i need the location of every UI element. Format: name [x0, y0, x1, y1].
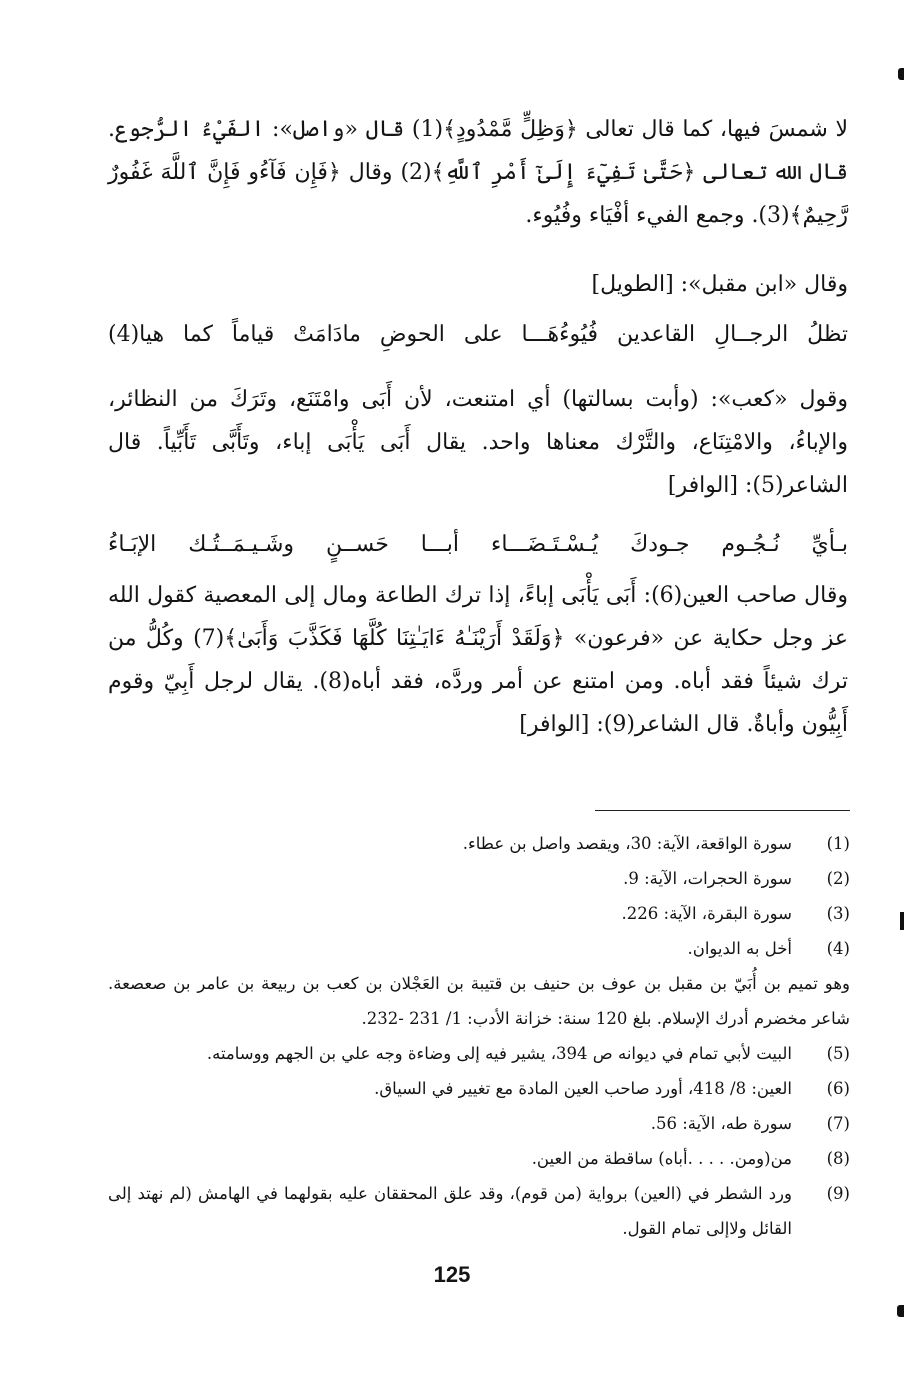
footnote-number: (3) — [826, 904, 850, 923]
footnote-number: (6) — [826, 1079, 850, 1098]
footnote-item — [108, 1141, 850, 1176]
paragraph-text: لا شمسَ فيها، كما قال تعالى ﴿وَظِلٍّ مَّمْدُودٍ﴾(1) قال «واصل»: الفَيْءُ الرُّجوع. قال الله تعالى ﴿حَتَّىٰ تَفِيٓءَ إِلَىٰٓ أَمْرِ ٱللَّهِ﴾(2) وقال ﴿فَإِن فَآءُو فَإِنَّ ٱللَّهَ غَفُورٌ رَّحِيمٌ﴾(3). وجمع الفيء أفْيَاء وفُيُوء. — [108, 117, 848, 228]
footnote-item — [108, 1071, 850, 1106]
footnote-number: (7) — [826, 1114, 850, 1133]
footnote-text: سورة الواقعة، الآية: 30، ويقصد واصل بن عطاء. — [462, 834, 792, 853]
page-number: 125 — [433, 1262, 471, 1287]
footnote-item — [108, 1106, 850, 1141]
poetry-verse-1 — [108, 313, 848, 356]
paragraph-text: وقول «كعب»: (وأبت بسالتها) أي امتنعت، لأن أَبَى وامْتَنَع، وتَرَكَ من النظائر، والإباءُ، والامْتِنَاع، والتَّرْك معناها واحد. يقال أَبَى يَأْبَى إباء، وتَأَبَّى تَأَبِّياً. قال الشاعر(5): [الوافر] — [108, 387, 848, 498]
verse-text: بـأيِّ نُـجُـوم جـودكَ يُـسْـتَـضَـــاء أبـــا حَســنٍ وشَـيـمَــتُـك الإبَـاءُ — [108, 532, 848, 557]
footnote-divider — [595, 810, 850, 811]
footnote-text: سورة طه، الآية: 56. — [650, 1114, 792, 1133]
footnote-text: العين: 8/ 418، أورد صاحب العين المادة مع تغيير في السياق. — [374, 1079, 792, 1098]
main-paragraph-2 — [108, 378, 848, 507]
footnote-number: (4) — [826, 939, 850, 958]
footnote-text: وهو تميم بن أُبَيّ بن مقبل بن عوف بن حنيف بن قتيبة بن العَجْلان بن كعب بن ربيعة بن عامر بن صعصعة. شاعر مخضرم أدرك الإسلام. بلغ 120 سنة: خزانة الأدب: 1/ 231 -232. — [108, 974, 850, 1028]
footnote-text: سورة البقرة، الآية: 226. — [621, 904, 792, 923]
footnote-item — [108, 896, 850, 931]
main-paragraph-3 — [108, 574, 848, 746]
footnote-text: من(ومن. . . . .أباه) ساقطة من العين. — [531, 1149, 792, 1168]
main-paragraph-1 — [108, 108, 848, 237]
footnote-text: أخل به الديوان. — [687, 939, 792, 958]
footnote-number: (2) — [826, 869, 850, 888]
scan-margin-mark — [900, 912, 904, 930]
footnote-item — [108, 861, 850, 896]
scan-margin-mark — [897, 1305, 904, 1317]
footnote-continuation — [108, 966, 850, 1036]
footnote-number: (5) — [826, 1044, 850, 1063]
footnote-text: ورد الشطر في (العين) برواية (من قوم)، وقد علق المحققان عليه بقولهما في الهامش (لم نهتد إلى القائل ولاإلى تمام القول. — [108, 1184, 792, 1238]
poetry-verse-2 — [108, 523, 848, 566]
footnotes-section — [108, 826, 850, 1246]
scan-margin-mark — [898, 68, 904, 80]
footnote-item — [108, 826, 850, 861]
poetry-meter-line-1 — [108, 263, 848, 306]
footnote-item — [108, 931, 850, 966]
footnote-text: سورة الحجرات، الآية: 9. — [623, 869, 792, 888]
footnote-number: (8) — [826, 1149, 850, 1168]
footnote-number: (9) — [826, 1184, 850, 1203]
meter-text: وقال «ابن مقبل»: [الطويل] — [591, 272, 848, 297]
footnote-number: (1) — [826, 834, 850, 853]
footnote-text: البيت لأبي تمام في ديوانه ص 394، يشير فيه إلى وضاءة وجه علي بن الجهم ووسامته. — [206, 1044, 792, 1063]
footnote-item — [108, 1176, 850, 1246]
verse-text: تظلُ الرجــالِ القاعدين فُيُوءُهَـــا على الحوضِ مادَامَتْ قياماً كما هيا(4) — [108, 322, 848, 347]
footnote-item — [108, 1036, 850, 1071]
paragraph-text: وقال صاحب العين(6): أَبَى يَأْبَى إباءً، إذا ترك الطاعة ومال إلى المعصية كقول الله عز وجل حكاية عن «فرعون» ﴿وَلَقَدْ أَرَيْنَـٰهُ ءَايَـٰتِنَا كُلَّهَا فَكَذَّبَ وَأَبَىٰ﴾(7) وكُلُّ من ترك شيئاً فقد أباه. ومن امتنع عن أمر وردَّه، فقد أباه(8). يقال لرجل أَبِيّ وقوم أَبِيُّون وأباةٌ. قال الشاعر(9): [الوافر] — [108, 583, 848, 737]
